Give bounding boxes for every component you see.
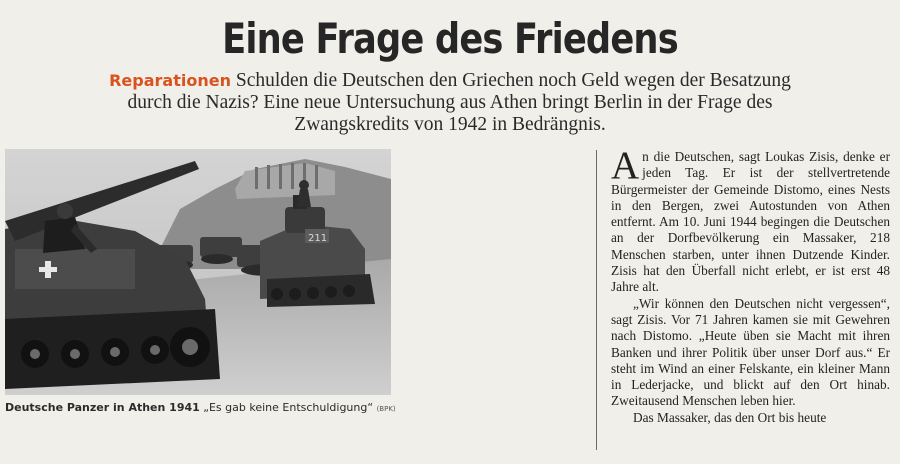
- caption-quote: „Es gab keine Entschuldigung“: [203, 401, 374, 414]
- svg-text:211: 211: [308, 233, 328, 244]
- photo-illustration: [5, 149, 391, 395]
- article-paragraph: Das Massaker, das den Ort bis heute: [633, 409, 827, 425]
- caption-credit: (BPK): [376, 405, 396, 413]
- photo-panzer-athen: [5, 149, 391, 395]
- photo-caption: [5, 401, 425, 414]
- lead-text: Schulden die Deutschen den Griechen noch Geld wegen der Besatzung durch die Nazis? Eine neue Untersuchung aus Athen bringt Berlin in der Frage des Zwangskredits von 1942 in Bedrängnis.: [127, 70, 791, 135]
- lead-paragraph: [100, 70, 800, 136]
- drop-cap: A: [611, 144, 640, 187]
- article-paragraph: „Wir können den Deutschen nicht vergessen“, sagt Zisis. Vor 71 Jahren kamen sie mit Gewehren nach Distomo. „Heute üben sie Macht mit ihren Banken und ihrer Politik über unser Dorf aus.“ Er steht im Wind an einer Felskante, ein kleiner Mann in Lederjacke, und blickt auf den Ort hinab. Zweitausend Menschen leben hier.: [611, 295, 890, 409]
- article-paragraph: [611, 144, 890, 296]
- column-divider: [596, 150, 597, 450]
- article-body: [611, 144, 890, 426]
- caption-title: Deutsche Panzer in Athen 1941: [5, 401, 200, 414]
- paragraph-text: n die Deutschen, sagt Loukas Zisis, denke er jeden Tag. Er ist der stellvertretende Bürgermeister der Gemeinde Distomo, eines Nests in den Bergen, zwei Autostunden von Athen entfernt. Am 10. Juni 1944 begingen die Deutschen an der Dorfbevölkerung ein Massaker, 218 Menschen starben, unter ihnen Dutzende Kinder. Zisis hat den Überfall nicht erlebt, er ist erst 48 Jahre alt.: [611, 149, 890, 295]
- headline: Eine Frage des Friedens: [222, 14, 678, 63]
- kicker: Reparationen: [109, 71, 231, 90]
